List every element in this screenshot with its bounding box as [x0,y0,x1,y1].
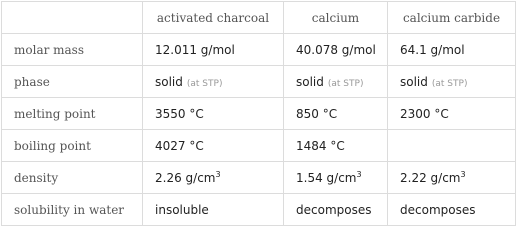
row-label: melting point [2,98,143,130]
header-calcium-carbide: calcium carbide [388,2,516,34]
cell-value: 4027 °C [143,130,284,162]
row-label: molar mass [2,34,143,66]
cell-value: solid [400,74,428,89]
cell-value: insoluble [143,194,284,226]
cell-note: (at STP) [431,78,468,89]
properties-table [1,1,516,226]
header-corner-cell [2,2,143,34]
row-density [2,162,516,194]
cell-value: 64.1 g/mol [388,34,516,66]
header-calcium: calcium [284,2,388,34]
row-phase [2,66,516,98]
cell-value: 3550 °C [143,98,284,130]
row-molar-mass [2,34,516,66]
cell-value: 2300 °C [388,98,516,130]
row-label: density [2,162,143,194]
cell-value: 1484 °C [284,130,388,162]
cell-value: 1.54 g/cm [296,170,357,185]
cell-note: (at STP) [327,78,364,89]
cell-value: 850 °C [284,98,388,130]
cell-phase [388,66,516,98]
cell-phase [143,66,284,98]
cell-value: solid [296,74,324,89]
cell-value: decomposes [388,194,516,226]
cell-value: decomposes [284,194,388,226]
cell-value: solid [155,74,183,89]
row-melting-point [2,98,516,130]
cell-superscript: 3 [215,169,221,179]
cell-value: 12.011 g/mol [143,34,284,66]
row-solubility-in-water [2,194,516,226]
cell-value [388,130,516,162]
cell-superscript: 3 [356,169,362,179]
row-label: solubility in water [2,194,143,226]
header-row [2,2,516,34]
cell-value: 2.26 g/cm [155,170,216,185]
cell-density [284,162,388,194]
header-activated-charcoal: activated charcoal [143,2,284,34]
row-label: phase [2,66,143,98]
cell-density [388,162,516,194]
cell-value: 2.22 g/cm [400,170,461,185]
cell-superscript: 3 [460,169,466,179]
row-label: boiling point [2,130,143,162]
cell-note: (at STP) [186,78,223,89]
cell-density [143,162,284,194]
cell-value: 40.078 g/mol [284,34,388,66]
cell-phase [284,66,388,98]
row-boiling-point [2,130,516,162]
